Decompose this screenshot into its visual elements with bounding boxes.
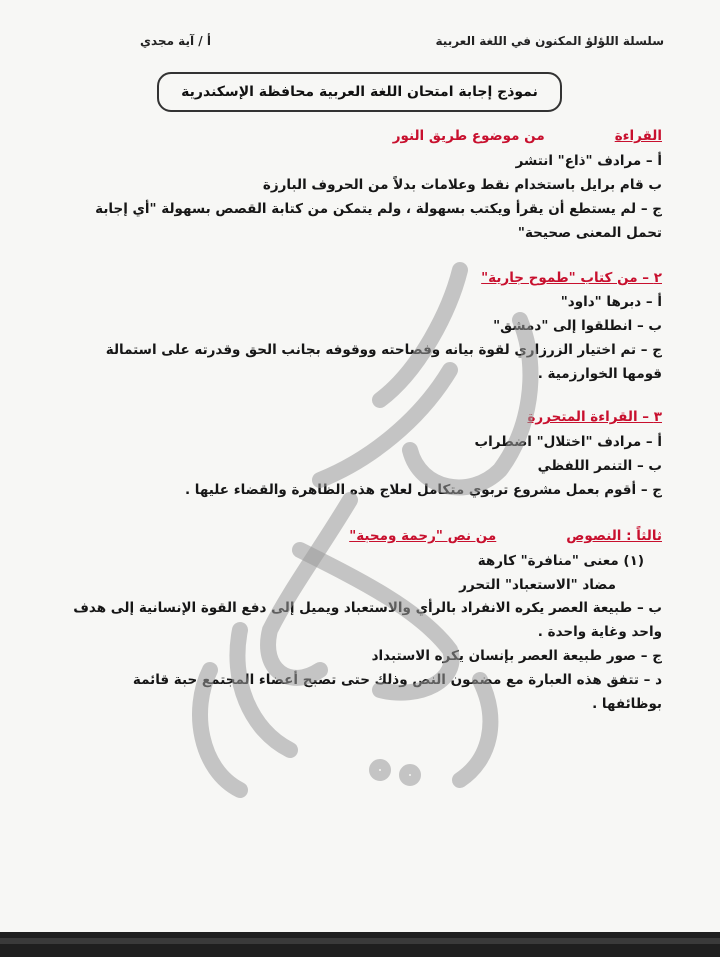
texts-answer-1: (١) معنى "منافرة" كارهة [477, 553, 644, 569]
author-name: أ / آية مجدي [140, 34, 211, 48]
book-heading: ٢ – من كتاب "طموح جارية" [481, 270, 662, 286]
book-answer-c: ج – تم اختيار الزرزاري لقوة بيانه وفصاحته ووقوفه بجانب الحق وقدرته على استمالة [105, 342, 662, 358]
reading-heading-line [393, 128, 662, 144]
reading-heading: القراءة [614, 128, 662, 144]
book-answer-b: ب – انطلقوا إلى "دمشق" [493, 318, 662, 334]
texts-answer-1-antonym: مضاد "الاستعباد" التحرر [459, 577, 616, 593]
book-answer-c-cont: قومها الخوارزمية . [537, 366, 662, 382]
reading-answer-c-cont: تحمل المعنى صحيحة" [517, 225, 662, 241]
reading-subheading: من موضوع طريق النور [392, 128, 545, 144]
free-reading-answer-c: ج – أقوم بعمل مشروع تربوي متكامل لعلاج هذه الظاهرة والقضاء عليها . [184, 482, 662, 498]
exam-title-box [157, 72, 562, 112]
free-reading-heading: ٣ – القراءة المتحررة [527, 409, 662, 425]
texts-heading-line [349, 528, 662, 544]
page-header [140, 34, 664, 54]
texts-answer-d-cont: بوظائفها . [592, 696, 662, 712]
reading-answer-a: أ – مرادف "ذاع" انتشر [515, 153, 662, 169]
series-title: سلسلة اللؤلؤ المكنون في اللغة العربية [435, 34, 664, 48]
texts-answer-d: د – تتفق هذه العبارة مع مضمون النص وذلك حتى تصبح أعضاء المجتمع حبة قائمة [132, 672, 662, 688]
free-reading-answer-a: أ – مرادف "اختلال" اضطراب [474, 434, 662, 450]
exam-title: نموذج إجابة امتحان اللغة العربية محافظة الإسكندرية [181, 84, 538, 100]
texts-answer-b-cont: واحد وغاية واحدة . [537, 624, 662, 640]
texts-answer-b: ب – طبيعة العصر يكره الانفراد بالرأي والاستعباد ويميل إلى دفع القوة الإنسانية إلى هدف [73, 600, 662, 616]
bottom-bar-line [0, 938, 720, 944]
reading-answer-c: ج – لم يستطع أن يقرأ ويكتب بسهولة ، ولم يتمكن من كتابة القصص بسهولة "أي إجابة [95, 201, 662, 217]
bottom-bar [0, 932, 720, 957]
texts-subheading: من نص "رحمة ومحبة" [349, 528, 497, 544]
free-reading-answer-b: ب – التنمر اللفظي [537, 458, 662, 474]
texts-heading: ثالثاً : النصوص [566, 528, 662, 544]
book-answer-a: أ – دبرها "داود" [560, 294, 662, 310]
texts-answer-c: ج – صور طبيعة العصر بإنسان يكره الاستبداد [371, 648, 662, 664]
reading-answer-b: ب قام برايل باستخدام نقط وعلامات بدلاً من الحروف البارزة [262, 177, 662, 193]
